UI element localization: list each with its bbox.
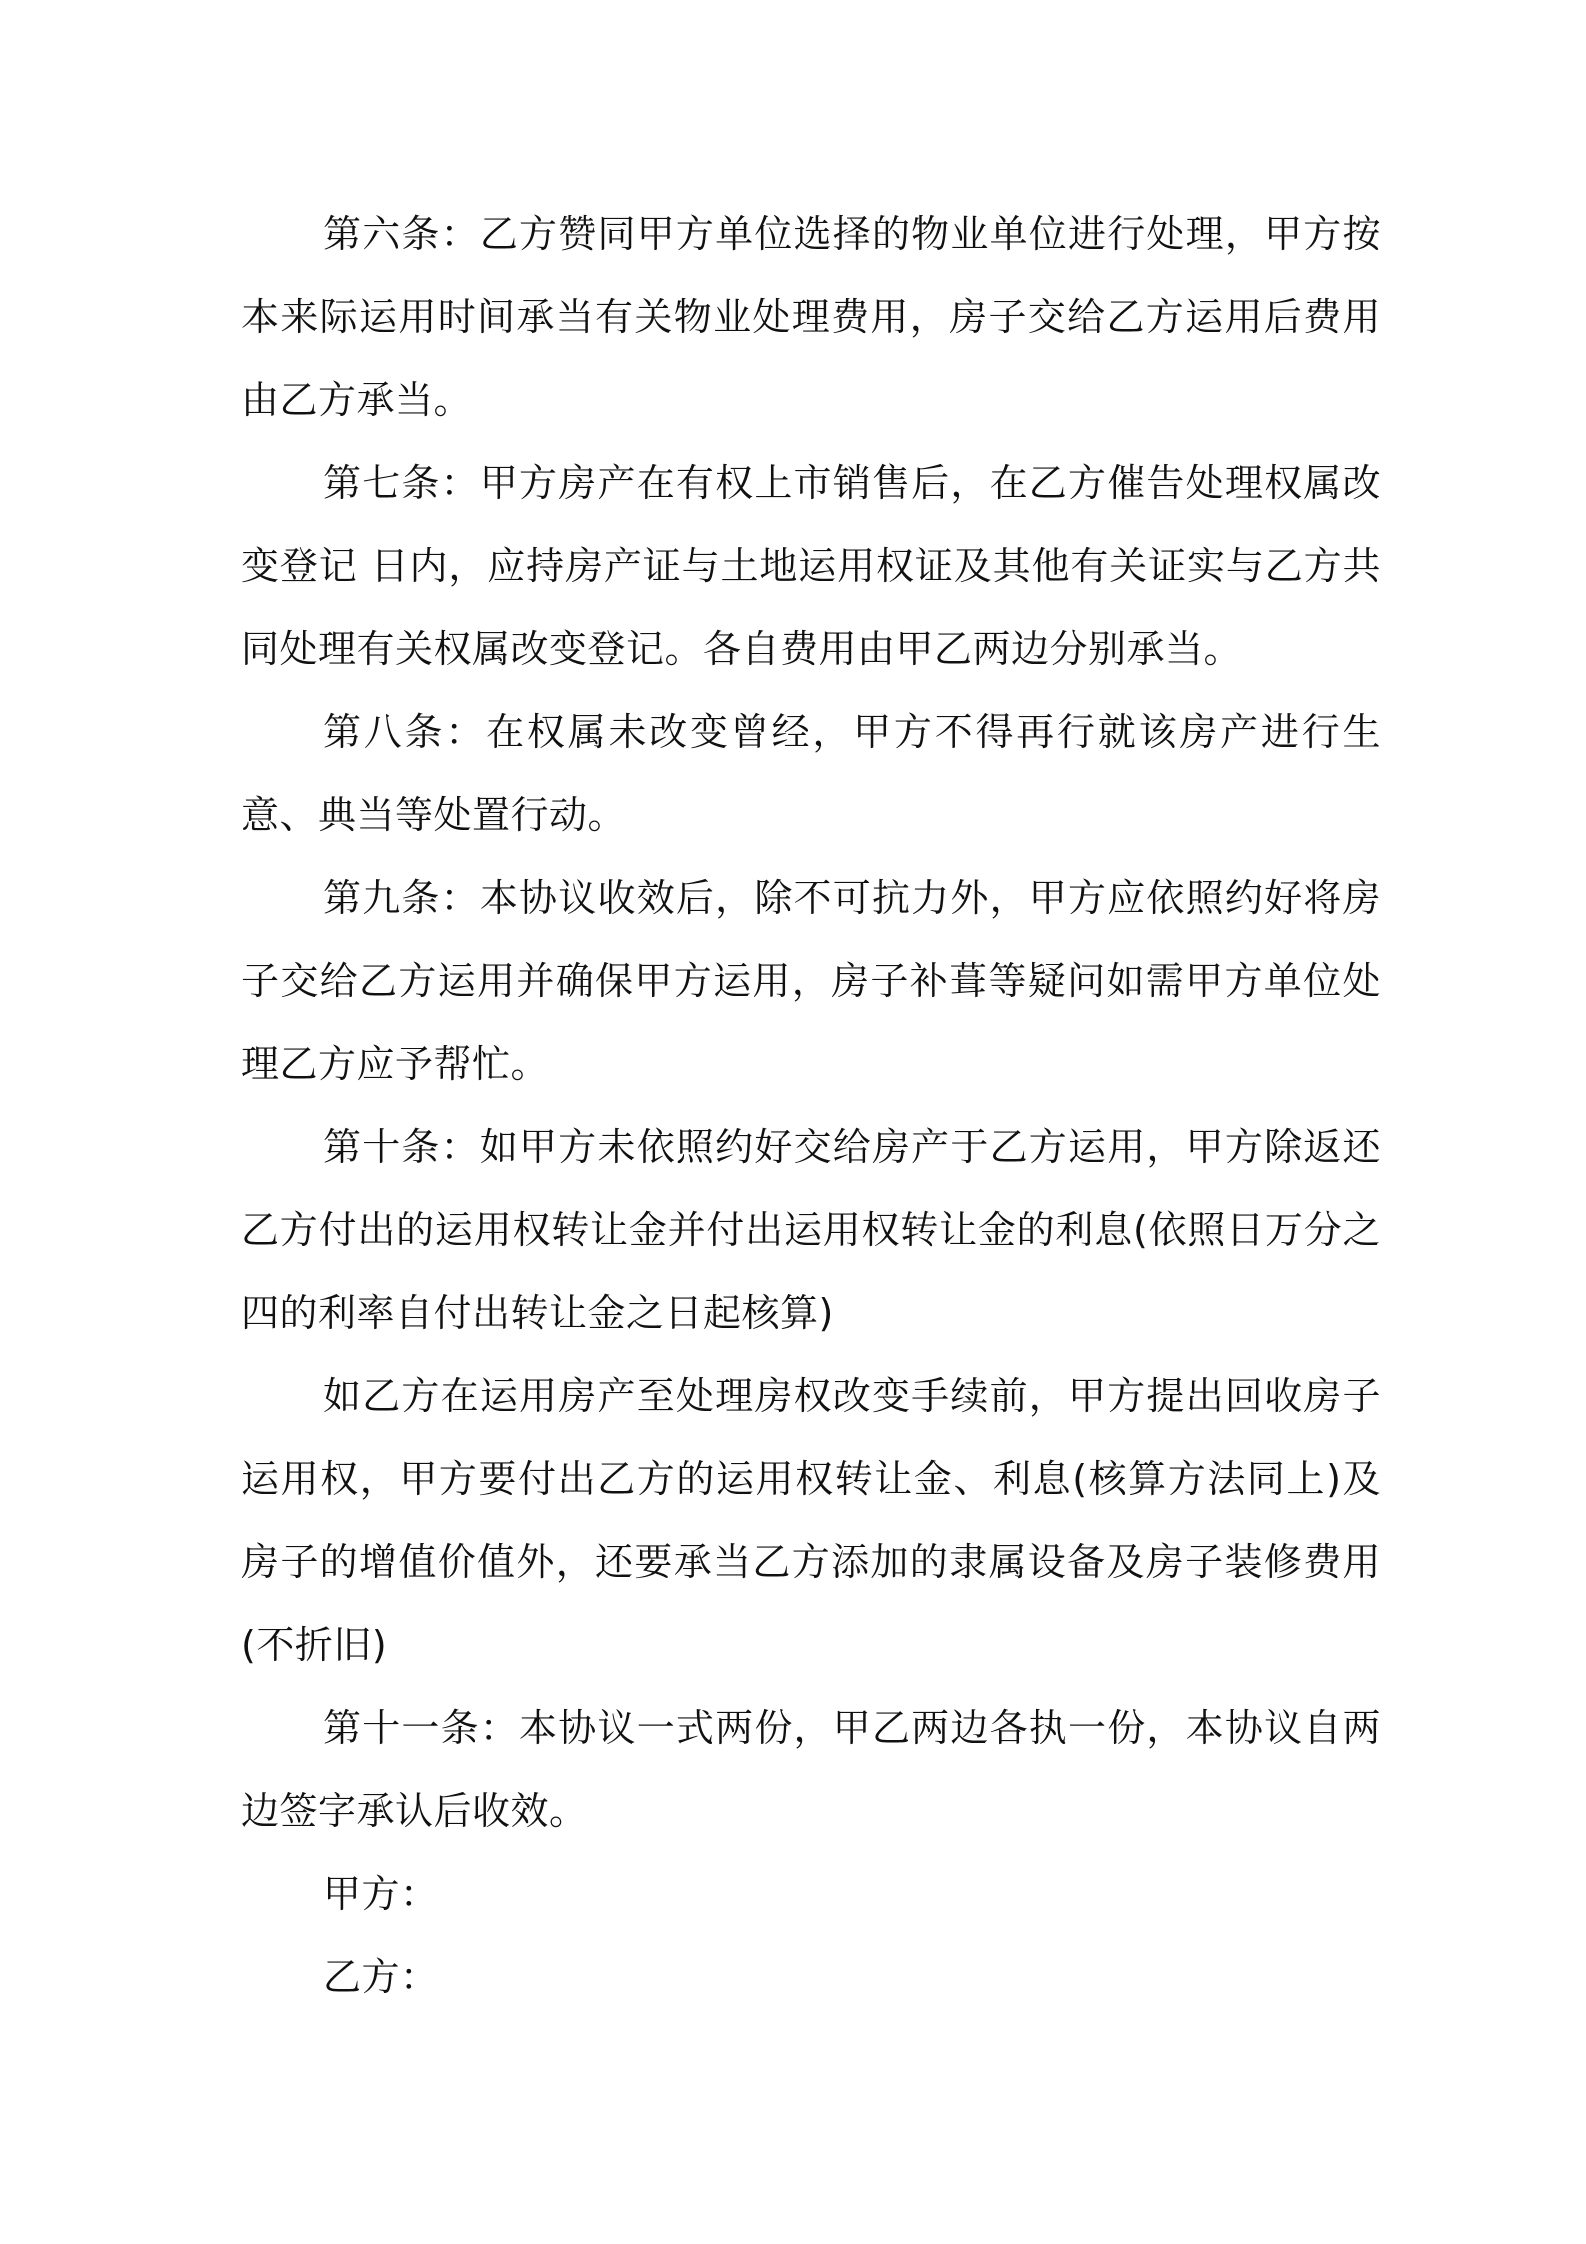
party-b-signature-line: 乙方： [323, 1955, 439, 1999]
article-9: 第九条：本协议收效后，除不可抗力外，甲方应依照约好将房子交给乙方运用并确保甲方运用，房子补葺等疑问如需甲方单位处理乙方应予帮忙。 [241, 876, 1381, 1086]
article-10: 第十条：如甲方未依照约好交给房产于乙方运用，甲方除返还乙方付出的运用权转让金并付出运用权转让金的利息(依照日万分之四的利率自付出转让金之日起核算) [241, 1125, 1381, 1335]
article-8: 第八条：在权属未改变曾经，甲方不得再行就该房产进行生意、典当等处置行动。 [241, 710, 1381, 837]
document-body [241, 193, 1381, 2019]
party-a-signature-line: 甲方： [323, 1872, 439, 1916]
article-10-supplement: 如乙方在运用房产至处理房权改变手续前，甲方提出回收房子运用权，甲方要付出乙方的运用权转让金、利息(核算方法同上)及房子的增值价值外，还要承当乙方添加的隶属设备及房子装修费用(不折旧) [241, 1374, 1381, 1667]
article-11: 第十一条：本协议一式两份，甲乙两边各执一份，本协议自两边签字承认后收效。 [241, 1706, 1381, 1833]
article-6: 第六条：乙方赞同甲方单位选择的物业单位进行处理，甲方按本来际运用时间承当有关物业处理费用，房子交给乙方运用后费用由乙方承当。 [241, 212, 1381, 422]
article-7: 第七条：甲方房产在有权上市销售后，在乙方催告处理权属改变登记 日内，应持房产证与土地运用权证及其他有关证实与乙方共同处理有关权属改变登记。各自费用由甲乙两边分别承当。 [241, 461, 1381, 671]
